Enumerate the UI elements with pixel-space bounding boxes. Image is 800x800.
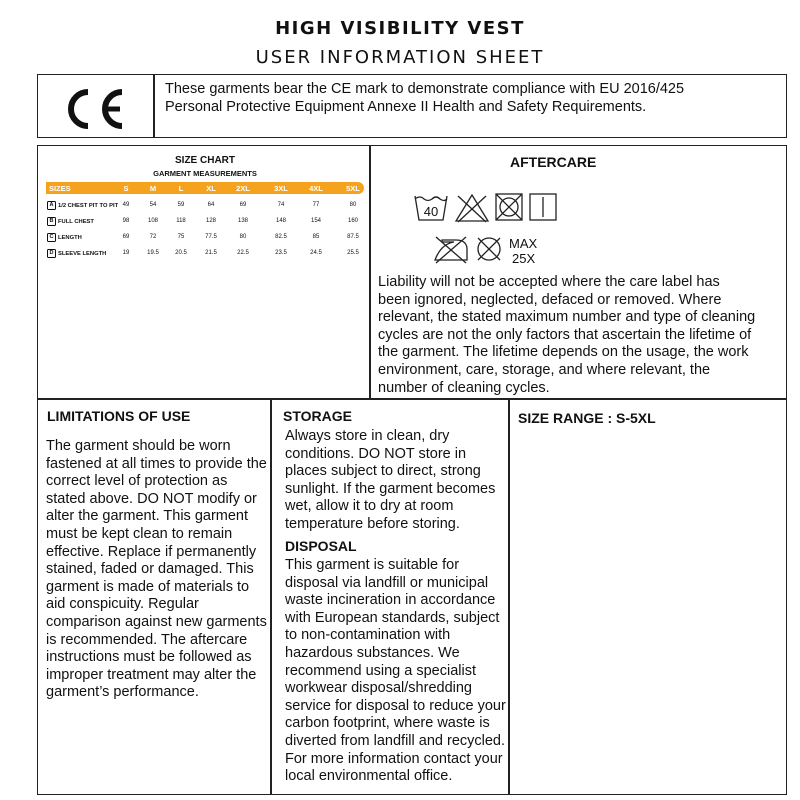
measurement-label: LENGTH xyxy=(58,235,82,242)
size-cell: 69 xyxy=(122,234,130,240)
size-cell: 82.5 xyxy=(275,234,287,240)
disposal-title: DISPOSAL xyxy=(285,538,357,554)
line-dry-icon xyxy=(528,192,558,222)
size-chart-subtitle: GARMENT MEASUREMENTS xyxy=(153,169,257,178)
size-cell: 80 xyxy=(349,202,357,208)
size-row-label xyxy=(47,201,118,210)
size-cell: 160 xyxy=(347,218,358,224)
do-not-tumble-dry-icon xyxy=(494,192,524,222)
size-range-label: SIZE RANGE : S-5XL xyxy=(518,410,656,426)
limitations-title: LIMITATIONS OF USE xyxy=(47,408,191,424)
size-header-4xl: 4XL xyxy=(309,184,323,193)
size-row-label xyxy=(47,233,82,242)
page-subtitle: USER INFORMATION SHEET xyxy=(255,47,545,68)
size-cell: 75 xyxy=(177,234,185,240)
storage-title: STORAGE xyxy=(283,408,352,424)
limitations-text: The garment should be worn fastened at all times to provide the correct level of protection as stated above. DO NOT modify or alter the garment. This garment must be kept clean to remain effective. Replace if permanently stained, faded or damaged. This garment is made of materials to aid conspicuity. Regular comparison against new garments is recommended. The aftercare instructions must be followed as improper treatment may alter the garment’s performance. xyxy=(46,438,267,701)
grid-vertical-left xyxy=(270,399,272,794)
do-not-dry-clean-icon xyxy=(474,234,504,264)
measurement-badge: B xyxy=(47,217,56,226)
size-cell: 98 xyxy=(122,218,130,224)
size-header-m: M xyxy=(149,184,157,193)
size-cell: 59 xyxy=(177,202,185,208)
grid-horizontal xyxy=(38,398,786,400)
size-cell: 108 xyxy=(147,218,158,224)
size-cell: 64 xyxy=(207,202,215,208)
size-header-2xl: 2XL xyxy=(236,184,250,193)
size-cell: 77 xyxy=(312,202,320,208)
size-cell: 148 xyxy=(275,218,286,224)
size-chart-title: SIZE CHART xyxy=(175,155,235,166)
size-cell: 154 xyxy=(310,218,321,224)
size-cell: 21.5 xyxy=(205,250,217,256)
wash-40-icon xyxy=(412,192,450,224)
size-cell: 22.5 xyxy=(237,250,249,256)
max-label: MAX xyxy=(509,236,538,251)
do-not-bleach-icon xyxy=(454,192,490,224)
size-cell: 20.5 xyxy=(175,250,187,256)
size-cell: 138 xyxy=(237,218,248,224)
measurement-badge: C xyxy=(47,233,56,242)
size-cell: 74 xyxy=(277,202,285,208)
size-row-label xyxy=(47,217,94,226)
size-cell: 54 xyxy=(149,202,157,208)
size-cell: 19.5 xyxy=(147,250,159,256)
measurement-label: 1/2 CHEST PIT TO PIT xyxy=(58,203,119,210)
ce-statement: These garments bear the CE mark to demonstrate compliance with EU 2016/425 Personal Protective Equipment Annexe II Health and Safety Requirements. xyxy=(165,81,685,115)
size-header-5xl: 5XL xyxy=(346,184,360,193)
size-cell: 77.5 xyxy=(205,234,217,240)
measurement-badge: D xyxy=(47,249,56,258)
sizes-header-label: SIZES xyxy=(49,184,71,193)
size-cell: 72 xyxy=(149,234,157,240)
size-cell: 87.5 xyxy=(347,234,359,240)
measurement-badge: A xyxy=(47,201,56,210)
ce-divider xyxy=(153,75,155,137)
aftercare-title: AFTERCARE xyxy=(510,154,597,170)
ce-mark-icon xyxy=(62,86,128,132)
disposal-text: This garment is suitable for disposal via landfill or municipal waste incineration in accordance with European standards, subject to non-contamination with hazardous substances. We recommend using a specialist workwear disposal/shredding service for disposal to reduce your carbon footprint, where waste is diverted from landfill and recycled. For more information contact your local environmental office. xyxy=(285,557,506,785)
size-header-s: S xyxy=(123,184,129,193)
size-cell: 19 xyxy=(122,250,130,256)
size-cell: 49 xyxy=(122,202,130,208)
do-not-iron-icon xyxy=(432,234,470,264)
measurement-label: SLEEVE LENGTH xyxy=(58,251,107,258)
measurement-label: FULL CHEST xyxy=(58,219,94,226)
size-row-label xyxy=(47,249,106,258)
size-header-l: L xyxy=(178,184,184,193)
size-cell: 128 xyxy=(205,218,216,224)
max-count: 25X xyxy=(512,251,536,266)
page-title: HIGH VISIBILITY VEST xyxy=(275,18,525,39)
size-cell: 80 xyxy=(239,234,247,240)
svg-text:40: 40 xyxy=(423,204,439,219)
storage-text: Always store in clean, dry conditions. DO NOT store in places subject to direct, strong sunlight. If the garment becomes wet, allow it to dry at room temperature before storing. xyxy=(285,428,496,532)
grid-vertical-top xyxy=(369,146,371,399)
size-cell: 24.5 xyxy=(310,250,322,256)
size-header-xl: XL xyxy=(206,184,216,193)
size-cell: 85 xyxy=(312,234,320,240)
size-header-3xl: 3XL xyxy=(274,184,288,193)
size-cell: 69 xyxy=(239,202,247,208)
aftercare-text: Liability will not be accepted where the care label has been ignored, neglected, defaced or removed. Where relevant, the stated maximum number and type of cleaning cycles are not the only factors that ascertain the lifetime of the garment. The lifetime depends on the usage, the work environment, care, storage, and where relevant, the number of cleaning cycles. xyxy=(378,274,756,396)
size-cell: 118 xyxy=(176,218,186,224)
size-cell: 23.5 xyxy=(275,250,287,256)
size-cell: 25.5 xyxy=(347,250,359,256)
